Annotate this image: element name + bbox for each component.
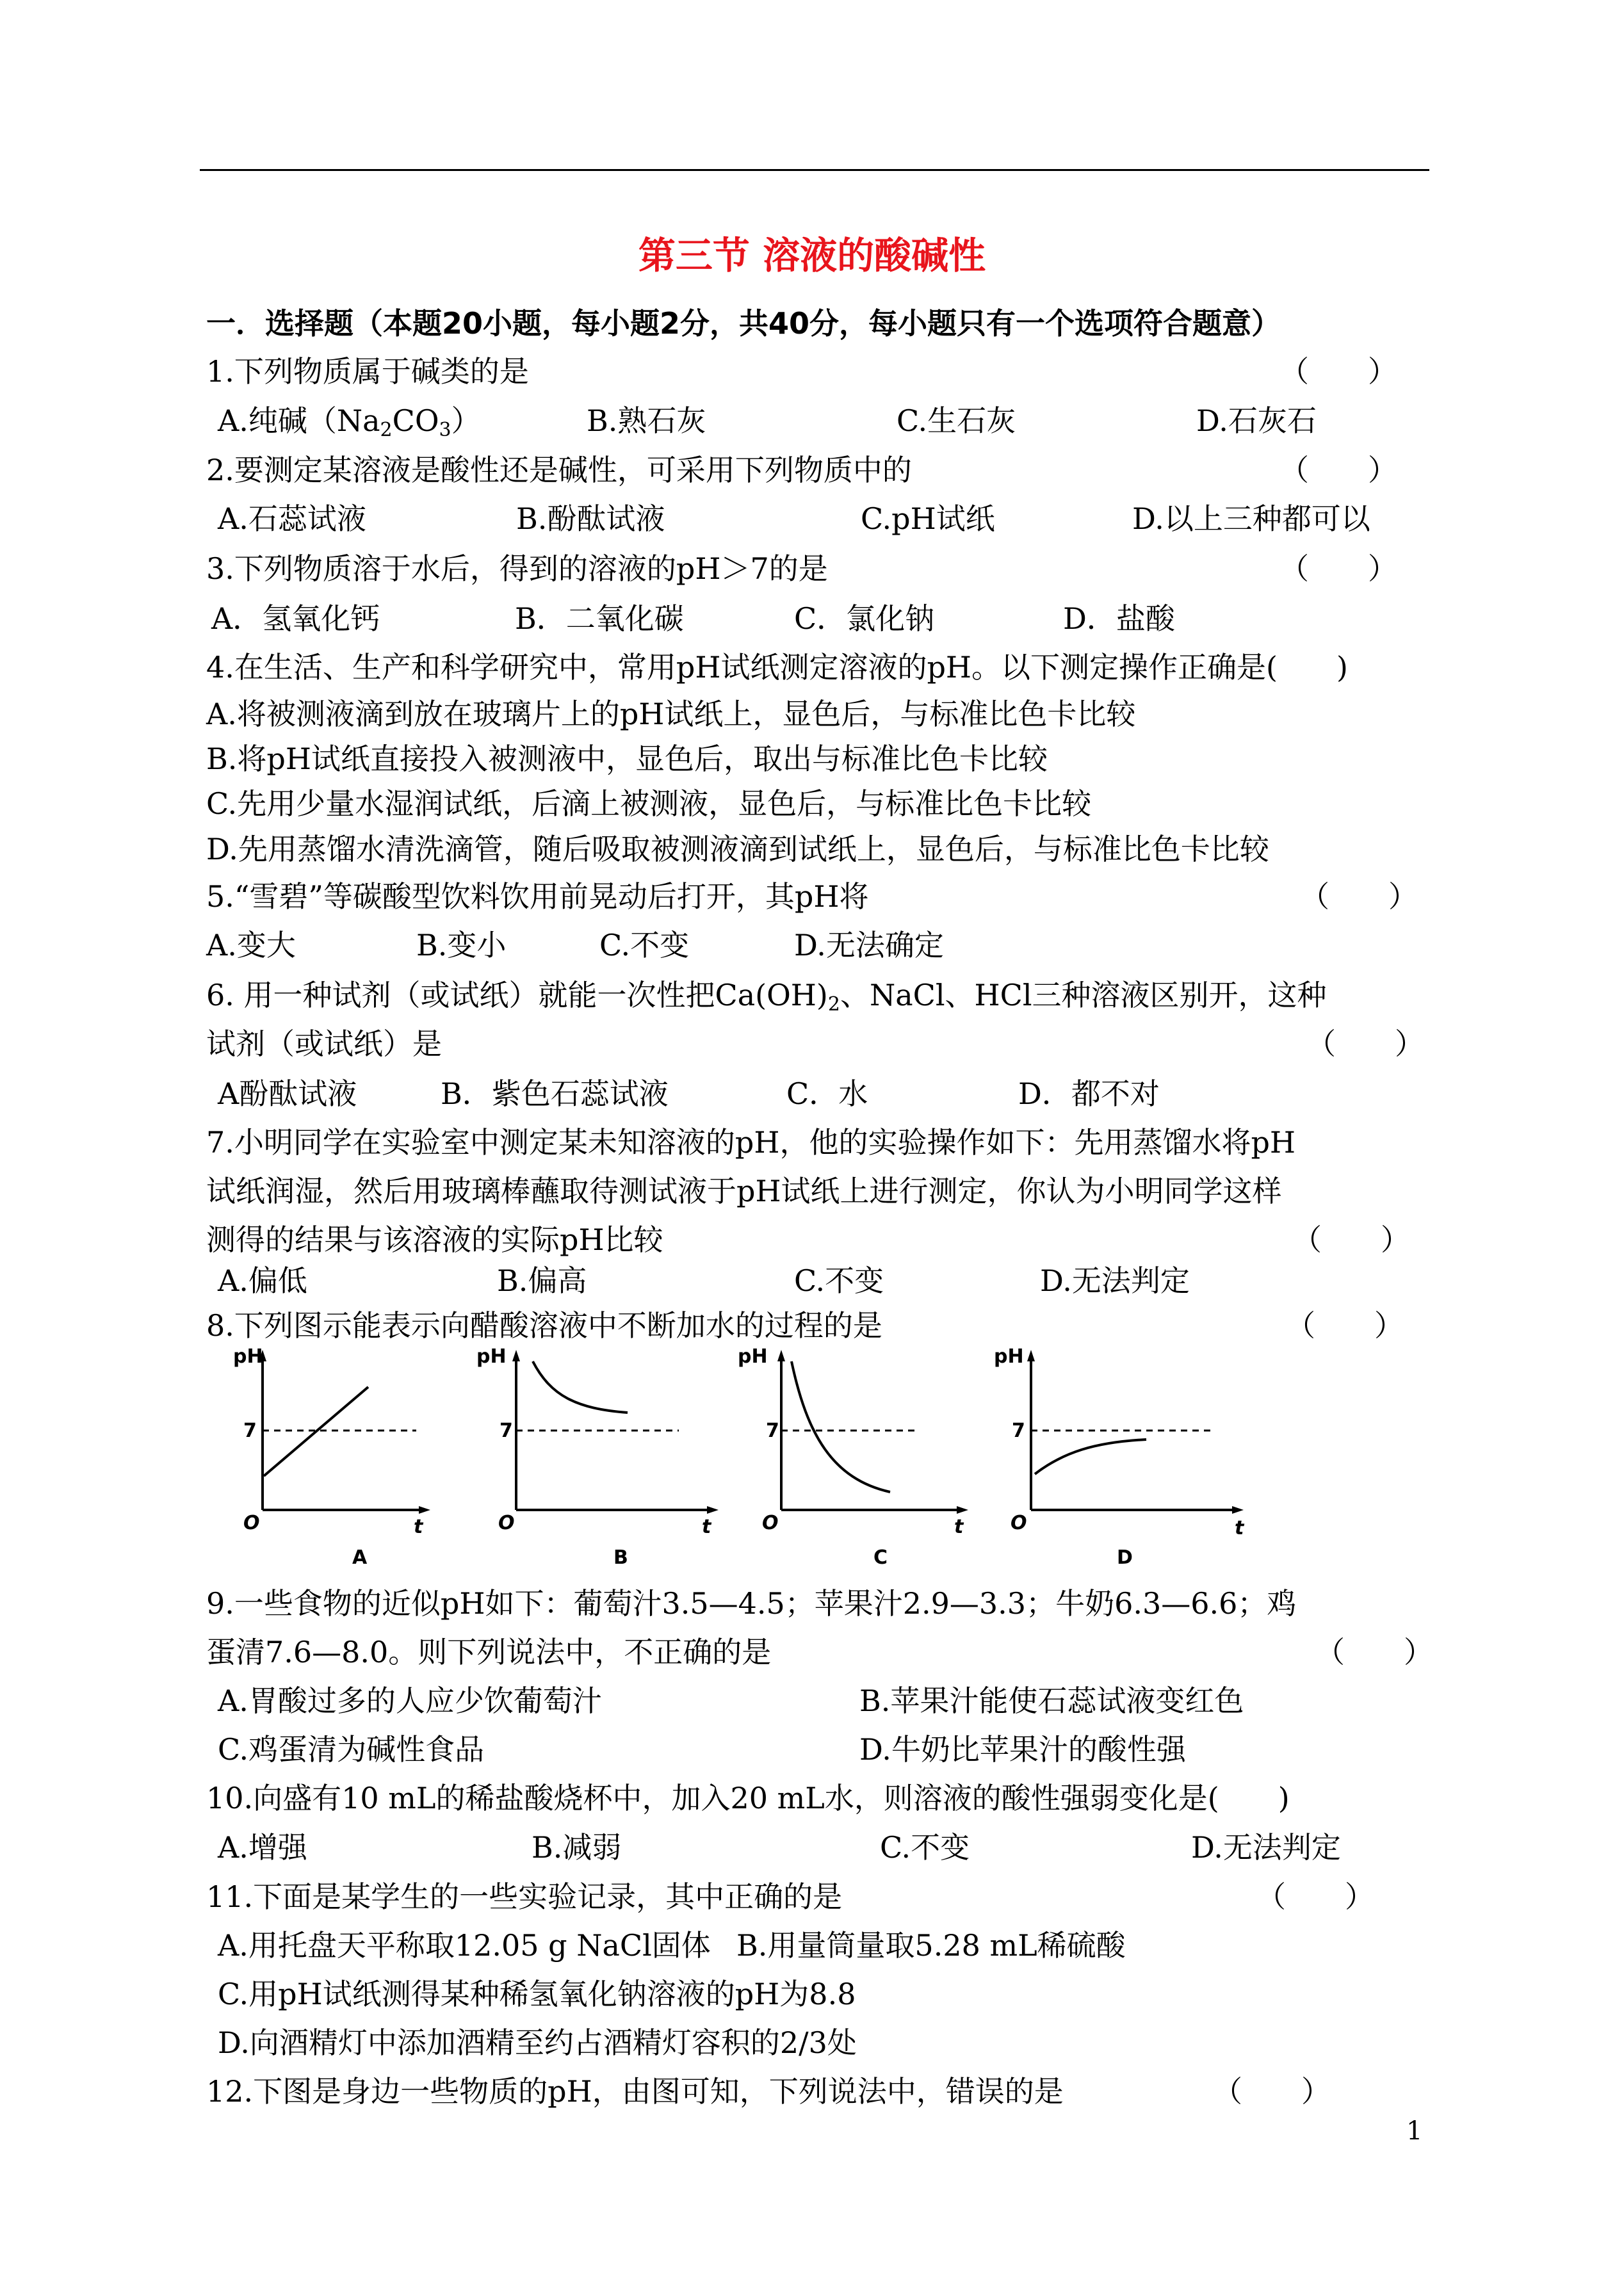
q11-option-c: C.用pH试纸测得某种稀氢氧化钠溶液的pH为8.8 <box>218 1977 856 2011</box>
q9-option-b: B.苹果汁能使石蕊试液变红色 <box>859 1683 1244 1718</box>
graph-a-label: A <box>352 1546 368 1569</box>
q3-option-c: C．氯化钠 <box>794 601 935 636</box>
q2-option-d: D.以上三种都可以 <box>1132 501 1370 536</box>
q9-stem-line2: 蛋清7.6—8.0。则下列说法中，不正确的是 <box>206 1635 772 1669</box>
graph-d-origin: O <box>1011 1512 1027 1534</box>
q7-option-a: A.偏低 <box>218 1263 307 1298</box>
q10-option-a: A.增强 <box>218 1830 307 1865</box>
q7-option-c: C.不变 <box>794 1263 884 1298</box>
graph-b-ref-label: 7 <box>499 1420 513 1442</box>
header-rule <box>200 169 1429 171</box>
graph-a-y-label: pH <box>233 1345 263 1368</box>
graph-a-ref-label: 7 <box>243 1420 257 1442</box>
q8-graph-b <box>474 1338 724 1569</box>
q12-answer-bracket: （ ） <box>1213 2074 1331 2109</box>
q12-stem: 12.下图是身边一些物质的pH，由图可知，下列说法中，错误的是 <box>206 2074 1064 2109</box>
q6-option-b: B．紫色石蕊试液 <box>441 1076 669 1111</box>
q8-stem: 8.下列图示能表示向醋酸溶液中不断加水的过程的是 <box>206 1308 882 1343</box>
section-heading: 一．选择题（本题20小题，每小题2分，共40分，每小题只有一个选项符合题意） <box>206 306 1281 341</box>
q7-stem-line1: 7.小明同学在实验室中测定某未知溶液的pH，他的实验操作如下：先用蒸馏水将pH <box>206 1125 1296 1160</box>
q2-option-a: A.石蕊试液 <box>218 501 366 536</box>
graph-c-label: C <box>873 1546 888 1569</box>
q3-option-d: D．盐酸 <box>1063 601 1175 636</box>
q11-stem: 11.下面是某学生的一些实验记录，其中正确的是 <box>206 1879 843 1914</box>
q8-answer-bracket: （ ） <box>1286 1308 1404 1343</box>
q4-option-d: D.先用蒸馏水清洗滴管，随后吸取被测液滴到试纸上，显色后，与标准比色卡比较 <box>206 832 1269 866</box>
graph-b-x-label: t <box>702 1516 711 1538</box>
q5-answer-bracket: （ ） <box>1300 879 1418 914</box>
q5-option-c: C.不变 <box>599 928 690 962</box>
q3-stem: 3.下列物质溶于水后，得到的溶液的pH＞7的是 <box>206 551 828 586</box>
q9-option-a: A.胃酸过多的人应少饮葡萄汁 <box>218 1683 602 1718</box>
graph-c-origin: O <box>762 1512 779 1534</box>
q4-option-b: B.将pH试纸直接投入被测液中，显色后，取出与标准比色卡比较 <box>206 742 1048 776</box>
graph-b-y-label: pH <box>476 1345 507 1368</box>
q1-option-c: C.生石灰 <box>897 403 1016 438</box>
graph-d-label: D <box>1117 1546 1133 1569</box>
q6-option-d: D．都不对 <box>1018 1076 1160 1111</box>
graph-b-origin: O <box>498 1512 515 1534</box>
q5-option-a: A.变大 <box>206 928 296 962</box>
page-title: 第三节 溶液的酸碱性 <box>638 234 986 277</box>
q6-answer-bracket: （ ） <box>1306 1026 1424 1061</box>
q10-stem: 10.向盛有10 mL的稀盐酸烧杯中，加入20 mL水，则溶液的酸性强弱变化是( ) <box>206 1781 1290 1815</box>
page-number: 1 <box>1406 2116 1423 2146</box>
q9-stem-line1: 9.一些食物的近似pH如下：葡萄汁3.5—4.5；苹果汁2.9—3.3；牛奶6.3—6.6；鸡 <box>206 1586 1297 1621</box>
graph-c-x-label: t <box>954 1516 964 1538</box>
q1-answer-bracket: （ ） <box>1279 354 1397 389</box>
q1-option-a: A.纯碱$(Na_2CO_3)$ <box>218 403 481 441</box>
graph-a-origin: O <box>243 1512 260 1534</box>
q3-option-b: B．二氧化碳 <box>515 601 684 636</box>
q6-stem-line1: 6. 用一种试剂（或试纸）就能一次性把$Ca(OH)_2$、NaCl、HCl三种溶液区别开，这种 <box>206 978 1327 1016</box>
graph-c-y-label: pH <box>738 1345 768 1368</box>
q3-option-a: A．氢氧化钙 <box>211 601 380 636</box>
q11-option-b: B.用量筒量取5.28 mL稀硫酸 <box>736 1928 1126 1963</box>
q11-option-d: D.向酒精灯中添加酒精至约占酒精灯容积的2/3处 <box>218 2025 857 2060</box>
q1-stem: 1.下列物质属于碱类的是 <box>206 354 529 389</box>
q1-option-d: D.石灰石 <box>1196 403 1317 438</box>
graph-c-ref-label: 7 <box>766 1420 779 1442</box>
q6-option-c: C．水 <box>786 1076 868 1111</box>
q7-stem-line3: 测得的结果与该溶液的实际pH比较 <box>206 1222 663 1257</box>
q2-option-c: C.pH试纸 <box>861 501 995 536</box>
q4-option-c: C.先用少量水湿润试纸，后滴上被测液，显色后，与标准比色卡比较 <box>206 786 1092 821</box>
q10-option-b: B.减弱 <box>532 1830 622 1865</box>
q7-option-d: D.无法判定 <box>1040 1263 1190 1298</box>
q10-option-d: D.无法判定 <box>1191 1830 1341 1865</box>
q6-option-a: A酚酞试液 <box>218 1076 357 1111</box>
q11-answer-bracket: （ ） <box>1256 1879 1374 1914</box>
graph-b-label: B <box>613 1546 628 1569</box>
q2-stem: 2.要测定某溶液是酸性还是碱性，可采用下列物质中的 <box>206 453 912 487</box>
q7-answer-bracket: （ ） <box>1292 1222 1410 1257</box>
q11-option-a: A.用托盘天平称取12.05 g NaCl固体 <box>218 1928 711 1963</box>
q10-option-c: C.不变 <box>880 1830 970 1865</box>
graph-d-y-label: pH <box>994 1345 1024 1368</box>
q9-option-c: C.鸡蛋清为碱性食品 <box>218 1732 485 1767</box>
q8-graph-d <box>993 1338 1262 1569</box>
q8-graph-a <box>224 1338 435 1569</box>
q3-answer-bracket: （ ） <box>1279 551 1397 586</box>
q6-stem-line2: 试剂（或试纸）是 <box>206 1026 442 1061</box>
q1-option-b: B.熟石灰 <box>587 403 706 438</box>
graph-d-ref-label: 7 <box>1012 1420 1025 1442</box>
q2-answer-bracket: （ ） <box>1279 453 1397 487</box>
q2-option-b: B.酚酞试液 <box>516 501 665 536</box>
q5-option-b: B.变小 <box>416 928 507 962</box>
q5-option-d: D.无法确定 <box>794 928 944 962</box>
q5-stem: 5.“雪碧”等碳酸型饮料饮用前晃动后打开，其pH将 <box>206 879 869 914</box>
q4-stem: 4.在生活、生产和科学研究中，常用pH试纸测定溶液的pH。以下测定操作正确是( ) <box>206 650 1348 685</box>
q7-option-b: B.偏高 <box>497 1263 587 1298</box>
q7-stem-line2: 试纸润湿，然后用玻璃棒蘸取待测试液于pH试纸上进行测定，你认为小明同学这样 <box>206 1174 1282 1208</box>
q9-option-d: D.牛奶比苹果汁的酸性强 <box>859 1732 1186 1767</box>
graph-a-x-label: t <box>414 1516 423 1538</box>
q8-graph-c <box>736 1338 980 1569</box>
q4-option-a: A.将被测液滴到放在玻璃片上的pH试纸上，显色后，与标准比色卡比较 <box>206 697 1136 731</box>
q9-answer-bracket: （ ） <box>1315 1635 1433 1669</box>
graph-d-x-label: t <box>1235 1517 1244 1539</box>
